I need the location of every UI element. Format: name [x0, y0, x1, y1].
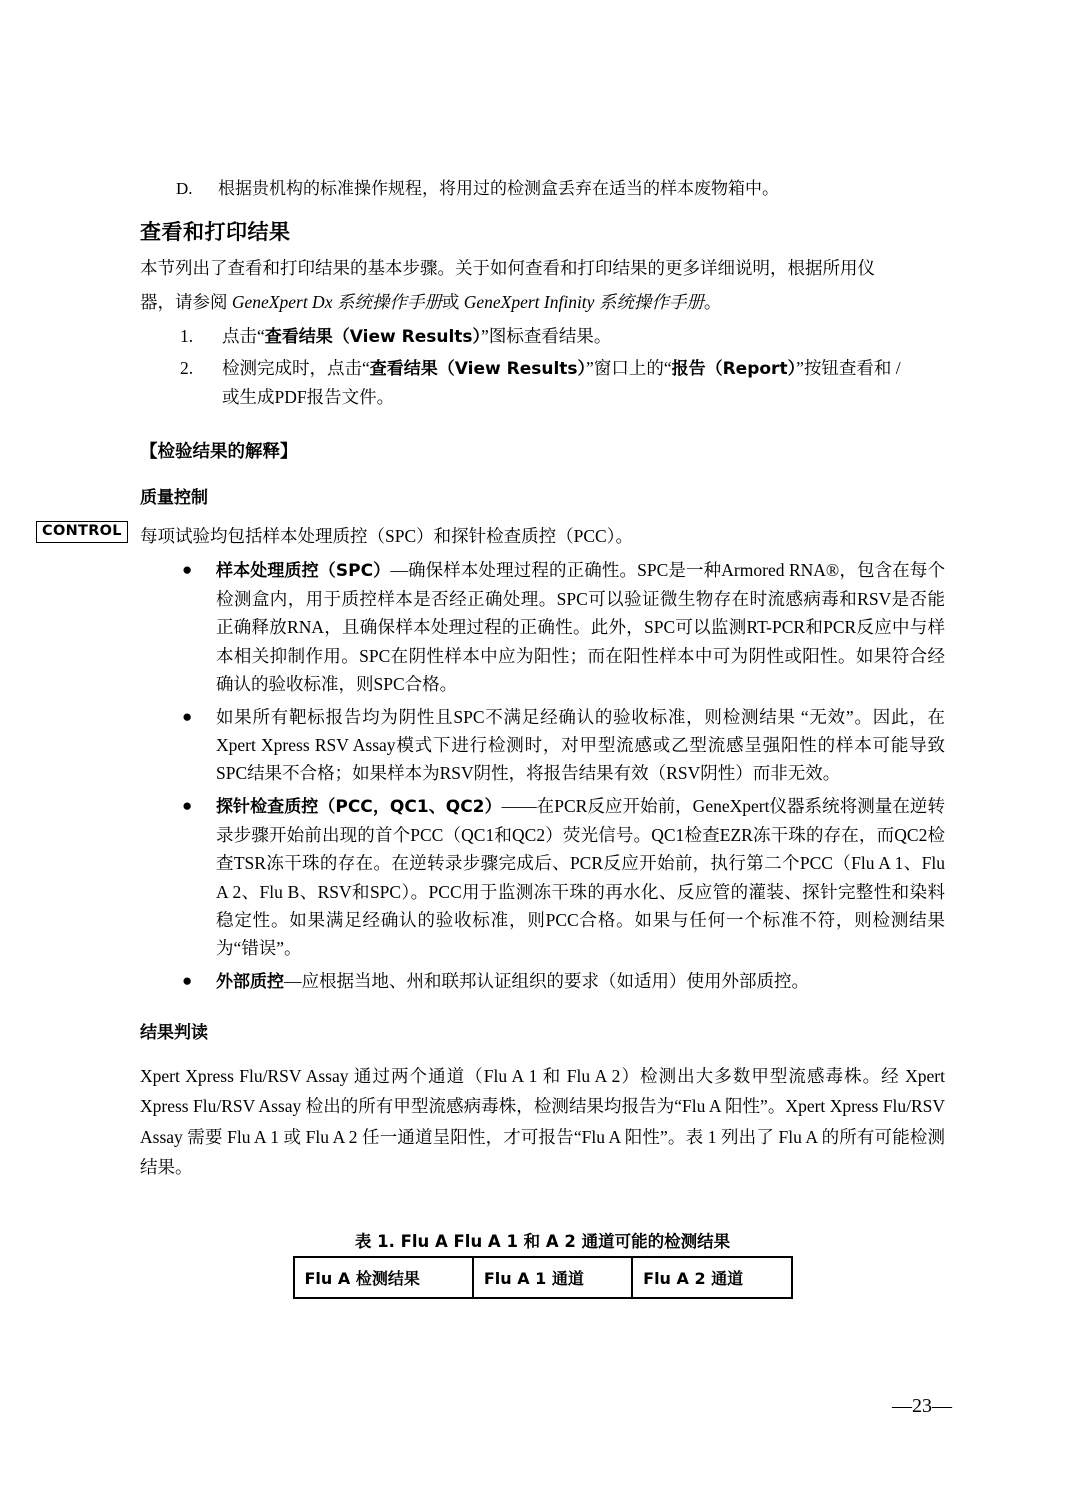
table-header-result: Flu A 检测结果 — [294, 1257, 473, 1298]
interpretation-paragraph: Xpert Xpress Flu/RSV Assay 通过两个通道（Flu A 1 和 Flu A 2）检测出大多数甲型流感毒株。经 Xpert Xpress Flu/RSV Assay 检出的所有甲型流感病毒株，检测结果均报告为“Flu A 阳性”。Xpert Xpress Flu/RSV Assay 需要 Flu A 1 或 Flu A 2 任一通道呈阳性，才可报告“Flu A 阳性”。表 1 列出了 Flu A 的所有可能检测结果。 — [140, 1066, 945, 1177]
steps-list — [140, 322, 945, 411]
step-item-1 — [140, 322, 945, 352]
qc-bullet-list — [140, 556, 945, 997]
list-marker-d: D. — [176, 179, 193, 198]
table-section — [140, 1228, 945, 1299]
bullet-3-text: ——在PCR反应开始前，GeneXpert仪器系统将测量在逆转录步骤开始前出现的首个PCC（QC1和QC2）荧光信号。QC1检查EZR冻干珠的存在，而QC2检查TSR冻干珠的存在。在逆转录步骤完成后、PCR反应开始前，执行第二个PCC（Flu A 1、Flu A 2、Flu B、RSV和SPC）。PCC用于监测冻干珠的再水化、反应管的灌装、探针完整性和染料稳定性。如果满足经确认的验收标准，则PCC合格。如果与任何一个标准不符，则检测结果为“错误”。 — [216, 795, 945, 959]
control-line — [42, 522, 945, 550]
page-number — [892, 1395, 952, 1418]
step-2-post: ”按钮查看和 / — [796, 357, 901, 378]
bullet-4-text: —应根据当地、州和联邦认证组织的要求（如适用）使用外部质控。 — [284, 970, 809, 991]
list-item — [140, 703, 945, 788]
step-1-pre: 点击“ — [222, 326, 265, 347]
bullet-dot-icon: ● — [182, 559, 193, 579]
step-2-pre: 检测完成时，点击“ — [222, 357, 370, 378]
bullet-2-text: 如果所有靶标报告均为阴性且SPC不满足经确认的验收标准，则检测结果 “无效”。因此，在Xpert Xpress RSV Assay模式下进行检测时，对甲型流感或乙型流感呈强阳性的样本可能导致SPC结果不合格；如果样本为RSV阴性，将报告结果有效（RSV阴性）而非无效。 — [216, 706, 945, 784]
bullet-dot-icon: ● — [182, 795, 193, 815]
page-number-value: 23 — [912, 1395, 932, 1417]
step-2-mid: ”窗口上的“ — [586, 357, 672, 378]
flu-a-results-table — [293, 1256, 793, 1299]
step-number-1: 1. — [180, 326, 194, 347]
step-2-bold-2: 报告（Report） — [671, 358, 797, 379]
manual-ref-dx: GeneXpert Dx 系统操作手册 — [231, 291, 442, 312]
page-dash-right: — — [932, 1395, 952, 1417]
step-1-bold: 查看结果（View Results） — [264, 327, 482, 348]
bullet-1-bold: 样本处理质控（SPC） — [216, 560, 391, 581]
bullet-3-bold: 探针检查质控（PCC，QC1、QC2） — [216, 796, 502, 817]
table-header-channel-1: Flu A 1 通道 — [473, 1257, 632, 1298]
bullet-dot-icon: ● — [182, 970, 193, 990]
list-item — [140, 967, 945, 997]
manual-ref-infinity: GeneXpert Infinity 系统操作手册 — [463, 291, 704, 312]
intro-line-2-mid: 或 — [441, 291, 464, 312]
list-item — [140, 556, 945, 699]
list-item-d-text: 根据贵机构的标准操作规程，将用过的检测盒丢弃在适当的样本废物箱中。 — [218, 179, 779, 198]
quality-control-heading: 质量控制 — [140, 487, 208, 508]
bullet-1-text: —确保样本处理过程的正确性。SPC是一种Armored RNA®，包含在每个检测盒内，用于质控样本是否经正确处理。SPC可以验证微生物存在时流感病毒和RSV是否能正确释放RNA，且确保样本处理过程的正确性。此外，SPC可以监测RT-PCR和PCR反应中与样本相关抑制作用。SPC在阴性样本中应为阳性；而在阳性样本中可为阴性或阳性。如果符合经确认的验收标准，则SPC合格。 — [216, 559, 945, 695]
table-header-channel-2: Flu A 2 通道 — [632, 1257, 791, 1298]
control-text: 每项试验均包括样本处理质控（SPC）和探针检查质控（PCC）。 — [140, 525, 633, 546]
step-1-post: ”图标查看结果。 — [481, 326, 612, 347]
table-header-row — [294, 1257, 792, 1298]
step-2-bold: 查看结果（View Results） — [369, 358, 587, 379]
section-title: 查看和打印结果 — [140, 219, 291, 244]
control-badge: CONTROL — [36, 521, 128, 543]
interpretation-heading: 结果判读 — [140, 1023, 208, 1044]
intro-line-1: 本节列出了查看和打印结果的基本步骤。关于如何查看和打印结果的更多详细说明，根据所用仪 — [140, 257, 875, 278]
bullet-4-bold: 外部质控 — [216, 971, 284, 992]
table-caption: 表 1. Flu A Flu A 1 和 A 2 通道可能的检测结果 — [354, 1231, 731, 1251]
step-number-2: 2. — [180, 357, 194, 378]
bullet-dot-icon: ● — [182, 706, 193, 726]
list-item-d — [140, 176, 945, 202]
intro-line-2 — [140, 288, 945, 316]
step-item-2 — [140, 354, 945, 412]
list-item — [140, 792, 945, 963]
page-content — [42, 176, 945, 1299]
step-2-line-2: 或生成PDF报告文件。 — [222, 387, 395, 408]
intro-line-2-pre: 器，请参阅 — [140, 291, 232, 312]
intro-line-2-end: 。 — [703, 291, 722, 312]
bracket-heading: 【检验结果的解释】 — [140, 441, 298, 462]
page-dash-left: — — [892, 1395, 912, 1417]
